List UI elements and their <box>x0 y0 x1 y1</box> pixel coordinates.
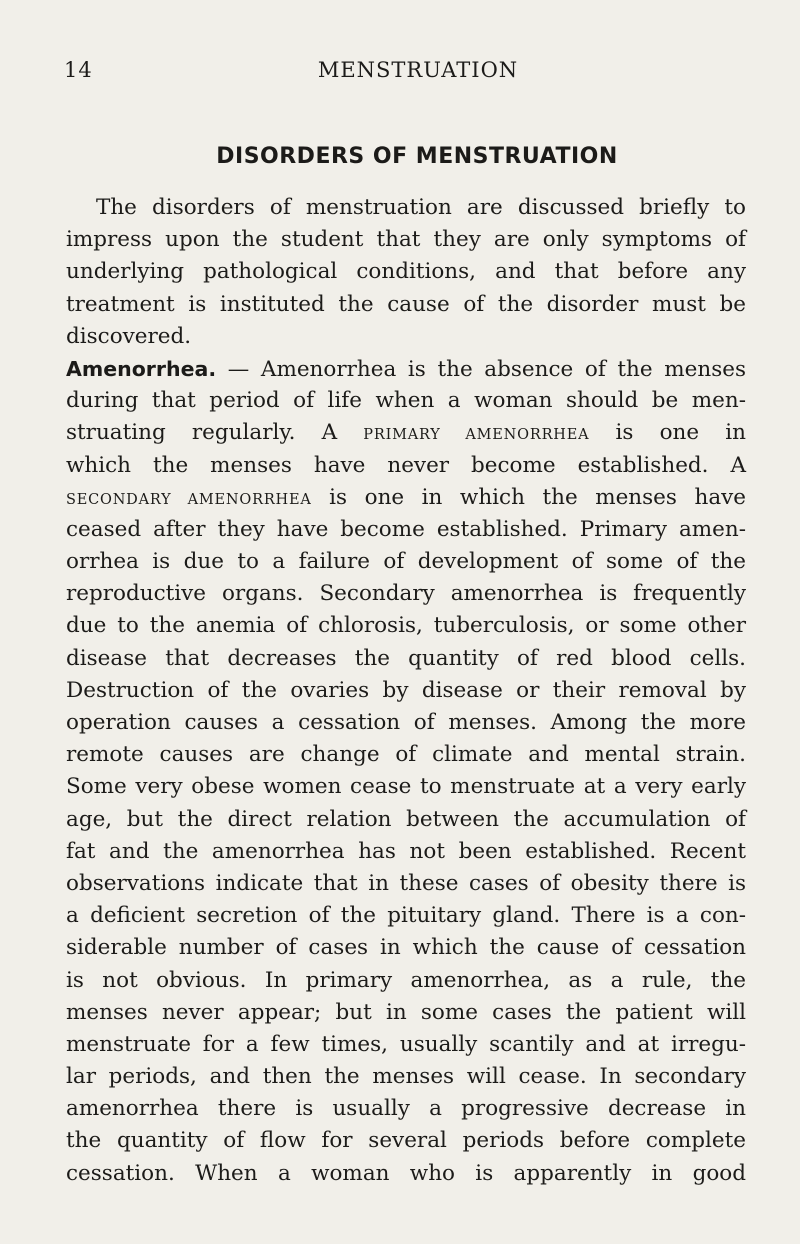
amenorrhea-line: the quantity of flow for several periods before complete <box>66 1128 746 1154</box>
amenorrhea-line: ceased after they have become established. Primary amen- <box>66 516 746 542</box>
intro-line: treatment is instituted the cause of the disorder must be <box>66 291 746 317</box>
body-text <box>66 192 746 1190</box>
section-title: DISORDERS OF MENSTRUATION <box>216 144 618 169</box>
amenorrhea-line: Destruction of the ovaries by disease or their removal by <box>66 677 746 703</box>
amenorrhea-line: during that period of life when a woman should be men- <box>66 388 746 414</box>
amenorrhea-line: lar periods, and then the menses will cease. In secondary <box>66 1064 746 1090</box>
amenorrhea-line: is not obvious. In primary amenorrhea, as a rule, the <box>66 967 746 993</box>
intro-line: The disorders of menstruation are discussed briefly to <box>96 195 746 220</box>
small-caps-term: SECONDARY AMENORRHEA <box>66 491 312 508</box>
amenorrhea-line <box>66 353 746 385</box>
amenorrhea-line: disease that decreases the quantity of red blood cells. <box>66 645 746 671</box>
amenorrhea-line: reproductive organs. Secondary amenorrhea is frequently <box>66 581 746 607</box>
amenorrhea-line: which the menses have never become established. A <box>66 452 746 478</box>
amenorrhea-line: operation causes a cessation of menses. Among the more <box>66 710 746 735</box>
amenorrhea-line: fat and the amenorrhea has not been established. Recent <box>66 838 746 864</box>
amenorrhea-line: remote causes are change of climate and mental strain. <box>66 742 746 768</box>
intro-line: impress upon the student that they are only symptoms of <box>66 227 746 253</box>
amenorrhea-line: due to the anemia of chlorosis, tuberculosis, or some other <box>66 613 746 639</box>
running-head <box>64 58 752 88</box>
amenorrhea-line: observations indicate that in these cases of obesity there is <box>66 870 746 896</box>
amenorrhea-line-text: is one in which the menses have <box>311 484 747 510</box>
amenorrhea-line <box>66 482 746 514</box>
running-title: MENSTRUATION <box>317 58 519 82</box>
small-caps-term: PRIMARY AMENORRHEA <box>363 427 590 444</box>
amenorrhea-line: menstruate for a few times, usually scantily and at irregu- <box>66 1031 746 1057</box>
intro-line: discovered. <box>66 323 192 349</box>
page-number: 14 <box>64 58 93 82</box>
run-in-heading: Amenorrhea. <box>66 356 217 381</box>
amenorrhea-line: age, but the direct relation between the accumulation of <box>66 806 746 832</box>
amenorrhea-line: orrhea is due to a failure of development of some of the <box>66 549 746 575</box>
amenorrhea-line: cessation. When a woman who is apparently in good <box>66 1160 746 1186</box>
amenorrhea-line <box>66 417 746 449</box>
amenorrhea-line-text: struating regularly. A <box>66 420 364 446</box>
amenorrhea-line-text: — Amenorrhea is the absence of the menses <box>216 356 746 382</box>
amenorrhea-line: amenorrhea there is usually a progressive decrease in <box>66 1096 746 1122</box>
amenorrhea-line-text: is one in <box>589 420 746 446</box>
amenorrhea-line: menses never appear; but in some cases the patient will <box>66 999 746 1025</box>
intro-line: underlying pathological conditions, and that before any <box>66 259 746 285</box>
amenorrhea-line: Some very obese women cease to menstruate at a very early <box>66 774 746 800</box>
amenorrhea-line: a deficient secretion of the pituitary gland. There is a con- <box>66 903 746 929</box>
amenorrhea-line: siderable number of cases in which the cause of cessation <box>66 935 746 961</box>
